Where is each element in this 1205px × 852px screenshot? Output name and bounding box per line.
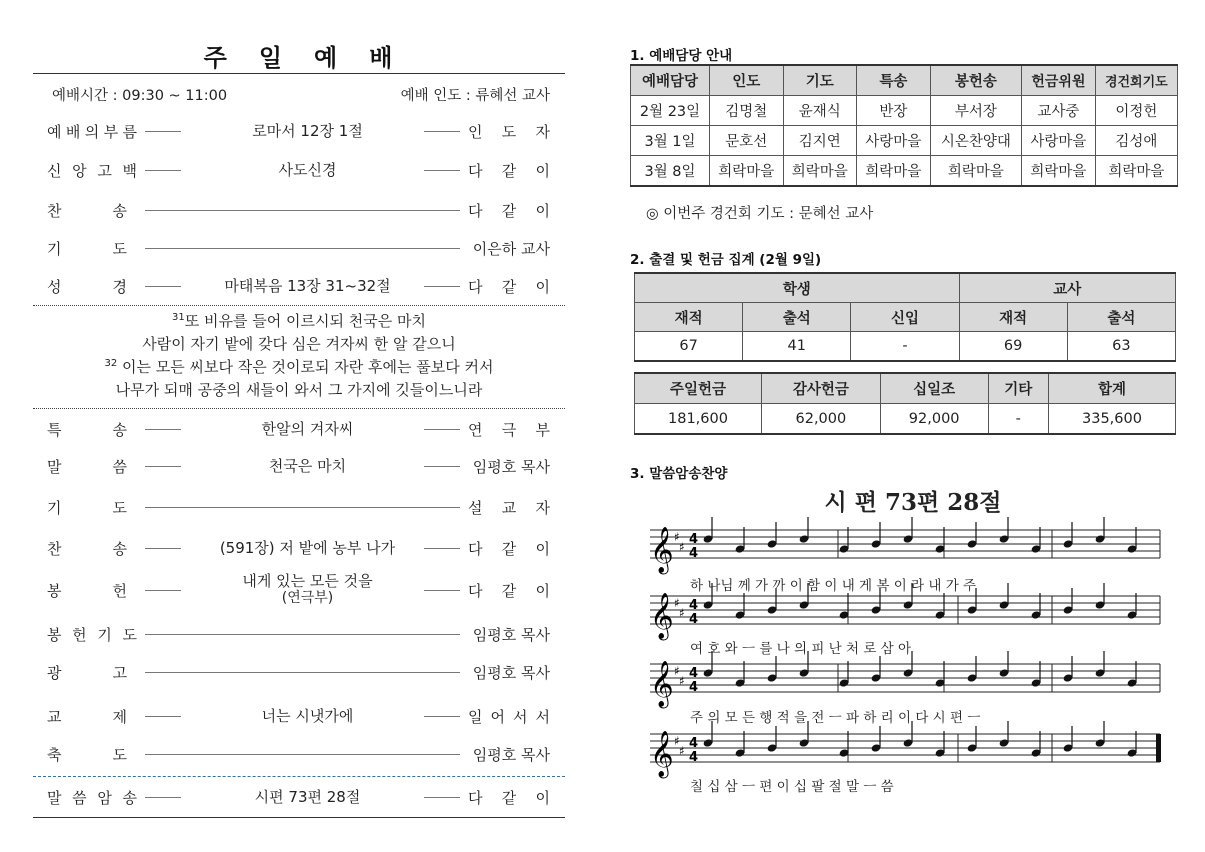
table-cell: 92,000 [880, 404, 988, 435]
table-cell: 63 [1067, 332, 1175, 362]
leader-line [145, 590, 181, 591]
section-title-duty: 1. 예배담당 안내 [630, 48, 733, 64]
prayer-note: ◎ 이번주 경건회 기도 : 문혜선 교사 [646, 206, 874, 222]
order-label: 말 씀 암 송 [47, 788, 137, 807]
leader-line [145, 170, 181, 171]
table-cell: 사랑마을 [1022, 126, 1096, 156]
order-label: 신 앙 고 백 [47, 161, 137, 180]
table-header-row [631, 65, 1178, 96]
column-header: 합계 [1048, 373, 1175, 404]
verse-text: 나무가 되매 공중의 새들이 와서 그 가지에 깃들이느니라 [115, 381, 483, 399]
column-header: 헌금위원 [1022, 65, 1096, 96]
column-header: 주일헌금 [635, 373, 762, 404]
column-header: 출석 [743, 303, 851, 332]
table-cell: 69 [959, 332, 1067, 362]
time-signature: 4 [689, 612, 699, 627]
table-cell: 62,000 [761, 404, 880, 435]
column-header: 십일조 [880, 373, 988, 404]
order-label: 말 씀 [47, 457, 127, 476]
score-title: 시 편 73편 28절 [824, 489, 1002, 516]
time-signature: 4 [689, 546, 699, 561]
order-label: 찬 송 [47, 539, 127, 558]
verse-text: 또 비유를 들어 이르시되 천국은 마치 [184, 312, 426, 330]
order-row [33, 784, 565, 810]
order-row [33, 416, 565, 442]
order-row [33, 453, 565, 479]
column-header: 감사헌금 [761, 373, 880, 404]
order-label: 성 경 [47, 277, 127, 296]
order-row [33, 235, 565, 261]
table-cell: 3월 1일 [631, 126, 710, 156]
section-title-attendance: 2. 출결 및 헌금 집계 (2월 9일) [630, 252, 822, 268]
title-char: 주 [203, 44, 229, 72]
table-row [635, 404, 1176, 435]
leader-line [145, 754, 460, 755]
time-signature: 4 [689, 736, 699, 751]
order-content-line: (연극부) [281, 590, 334, 606]
page-title [33, 38, 565, 73]
order-responsible: 일 어 서 서 [468, 707, 550, 726]
teacher-group-header: 교사 [959, 273, 1175, 303]
offering-table [634, 372, 1176, 435]
verse-text: 이는 모든 씨보다 작은 것이로되 자란 후에는 풀보다 커서 [117, 358, 494, 376]
column-header: 기도 [783, 65, 857, 96]
order-row [33, 494, 565, 520]
time-signature: 4 [689, 532, 699, 547]
info-panel [630, 0, 1178, 852]
order-row [33, 157, 565, 183]
verse-number: 31 [172, 312, 185, 323]
table-cell: 윤재식 [783, 96, 857, 126]
title-char: 일 [258, 44, 284, 72]
divider [33, 305, 565, 306]
final-bar [1156, 734, 1161, 762]
table-cell: 김성애 [1095, 126, 1177, 156]
time-signature: 4 [689, 598, 699, 613]
table-row [631, 126, 1178, 156]
section-title-song: 3. 말씀암송찬양 [630, 466, 728, 482]
attendance-table [634, 272, 1176, 362]
column-header: 봉헌송 [930, 65, 1022, 96]
column-header: 인도 [710, 65, 784, 96]
table-cell: 반장 [857, 96, 931, 126]
table-cell: 김명철 [710, 96, 784, 126]
order-content: 한알의 겨자씨 [261, 419, 354, 438]
worship-order-panel [33, 0, 565, 852]
verse-number: 32 [104, 358, 118, 369]
column-header: 기타 [988, 373, 1048, 404]
leader-line [145, 248, 460, 249]
table-cell: 희락마을 [710, 156, 784, 187]
column-header: 재적 [635, 303, 743, 332]
title-char: 배 [369, 44, 395, 72]
service-time: 예배시간 : 09:30 ~ 11:00 [52, 88, 228, 104]
table-cell: 김지연 [783, 126, 857, 156]
order-row [33, 535, 565, 561]
table-cell: 사랑마을 [857, 126, 931, 156]
lyric-line-1: 하 나님 께 가 까 이 함 이 내 게 복 이 라 내 가 주 [690, 578, 977, 594]
order-responsible: 인 도 자 [468, 122, 550, 141]
order-label: 특 송 [47, 420, 127, 439]
order-row [33, 741, 565, 767]
table-cell: 부서장 [930, 96, 1022, 126]
table-cell: 희락마을 [857, 156, 931, 187]
treble-clef-icon: 𝄞 [650, 593, 674, 639]
sheet-music [648, 478, 1178, 798]
leader-line [145, 548, 181, 549]
table-cell: 67 [635, 332, 743, 362]
sharp-icon: ♯ [679, 606, 685, 620]
order-responsible: 다 같 이 [468, 539, 550, 558]
student-group-header: 학생 [635, 273, 960, 303]
order-content: (591장) 저 밭에 농부 나가 [219, 538, 396, 557]
treble-clef-icon: 𝄞 [650, 527, 674, 573]
order-label: 축 도 [47, 745, 127, 764]
table-subheader-row [635, 303, 1176, 332]
table-cell: 희락마을 [1095, 156, 1177, 187]
table-cell: 희락마을 [1022, 156, 1096, 187]
leader-line [145, 716, 181, 717]
table-header-row [635, 373, 1176, 404]
leader-line [145, 210, 460, 211]
order-responsible: 다 같 이 [468, 277, 550, 296]
divider [33, 73, 565, 74]
table-cell: 문호선 [710, 126, 784, 156]
table-cell: 시온찬양대 [930, 126, 1022, 156]
table-row [631, 96, 1178, 126]
leader-line [145, 286, 181, 287]
verse-text: 사람이 자기 밭에 갖다 심은 겨자씨 한 알 같으니 [142, 335, 456, 353]
scripture-text [33, 310, 565, 402]
order-label: 예 배 의 부 름 [47, 122, 137, 141]
divider [33, 408, 565, 409]
lyric-line-3: 주 의 모 든 행 적 을 전 ㅡ 파 하 리 이 다 시 편 ㅡ [690, 710, 981, 726]
order-row [33, 659, 565, 685]
order-label: 광 고 [47, 663, 127, 682]
sharp-icon: ♯ [679, 674, 685, 688]
table-cell: 3월 8일 [631, 156, 710, 187]
order-row [33, 273, 565, 299]
leader-line [145, 672, 460, 673]
table-cell: - [988, 404, 1048, 435]
sharp-icon: ♯ [674, 664, 680, 678]
order-label: 봉 헌 기 도 [47, 625, 137, 644]
table-cell: - [851, 332, 959, 362]
order-content: 너는 시냇가에 [261, 706, 354, 725]
table-cell: 335,600 [1048, 404, 1175, 435]
verse-line [33, 356, 565, 379]
order-label: 기 도 [47, 498, 127, 517]
column-header: 경건회기도 [1095, 65, 1177, 96]
column-header: 재적 [959, 303, 1067, 332]
order-row [33, 572, 565, 606]
order-responsible: 임평호 목사 [472, 745, 550, 764]
duty-table [630, 64, 1178, 187]
order-content: 시편 73편 28절 [254, 787, 361, 806]
order-content: 천국은 마치 [268, 456, 347, 475]
order-responsible: 다 같 이 [468, 788, 550, 807]
table-cell: 이정헌 [1095, 96, 1177, 126]
sharp-icon: ♯ [674, 596, 680, 610]
time-signature: 4 [689, 680, 699, 695]
order-row [33, 621, 565, 647]
sharp-icon: ♯ [679, 744, 685, 758]
sharp-icon: ♯ [674, 530, 680, 544]
order-content-line: 내게 있는 모든 것을 [242, 572, 373, 590]
order-content: 로마서 12장 1절 [252, 121, 363, 140]
column-header: 신입 [851, 303, 959, 332]
order-label: 교 제 [47, 707, 127, 726]
leader-line [145, 634, 460, 635]
treble-clef-icon: 𝄞 [650, 731, 674, 777]
order-responsible: 임평호 목사 [472, 625, 550, 644]
table-row [631, 156, 1178, 187]
order-responsible: 다 같 이 [468, 161, 550, 180]
order-responsible: 연 극 부 [468, 420, 550, 439]
table-cell: 2월 23일 [631, 96, 710, 126]
column-header: 출석 [1067, 303, 1175, 332]
order-label: 찬 송 [47, 201, 127, 220]
order-responsible: 임평호 목사 [472, 663, 550, 682]
verse-line [33, 333, 565, 356]
order-content [183, 569, 433, 611]
order-row [33, 197, 565, 223]
lyric-line-4: 칠 십 삼 ㅡ 편 이 십 팔 절 말 ㅡ 씀 [690, 779, 894, 795]
verse-line [33, 379, 565, 402]
treble-clef-icon: 𝄞 [650, 661, 674, 707]
verse-line [33, 310, 565, 333]
order-row [33, 703, 565, 729]
title-char: 예 [314, 44, 340, 72]
order-content: 마태복음 13장 31~32절 [224, 276, 391, 295]
table-cell: 41 [743, 332, 851, 362]
order-responsible: 설 교 자 [468, 498, 550, 517]
table-header-row [635, 273, 1176, 303]
table-cell: 희락마을 [930, 156, 1022, 187]
sharp-icon: ♯ [679, 540, 685, 554]
time-signature: 4 [689, 666, 699, 681]
service-leader: 예배 인도 : 류혜선 교사 [400, 88, 550, 104]
order-label: 봉 헌 [47, 581, 127, 600]
lyric-line-2: 여 호 와 ㅡ 를 나 의 피 난 처 로 삼 아 [690, 641, 912, 657]
table-cell: 희락마을 [783, 156, 857, 187]
column-header: 특송 [857, 65, 931, 96]
leader-line [145, 507, 460, 508]
leader-line [145, 797, 181, 798]
leader-line [145, 131, 181, 132]
order-responsible: 다 같 이 [468, 201, 550, 220]
divider [33, 817, 565, 818]
order-responsible: 임평호 목사 [472, 457, 550, 476]
table-cell: 181,600 [635, 404, 762, 435]
order-row [33, 118, 565, 144]
time-signature: 4 [689, 750, 699, 765]
leader-line [145, 429, 181, 430]
order-responsible: 이은하 교사 [472, 239, 550, 258]
table-row [635, 332, 1176, 362]
divider [33, 776, 565, 777]
order-responsible: 다 같 이 [468, 581, 550, 600]
sharp-icon: ♯ [674, 734, 680, 748]
column-header: 예배담당 [631, 65, 710, 96]
leader-line [145, 466, 181, 467]
order-content: 사도신경 [278, 160, 337, 179]
order-label: 기 도 [47, 239, 127, 258]
table-cell: 교사중 [1022, 96, 1096, 126]
